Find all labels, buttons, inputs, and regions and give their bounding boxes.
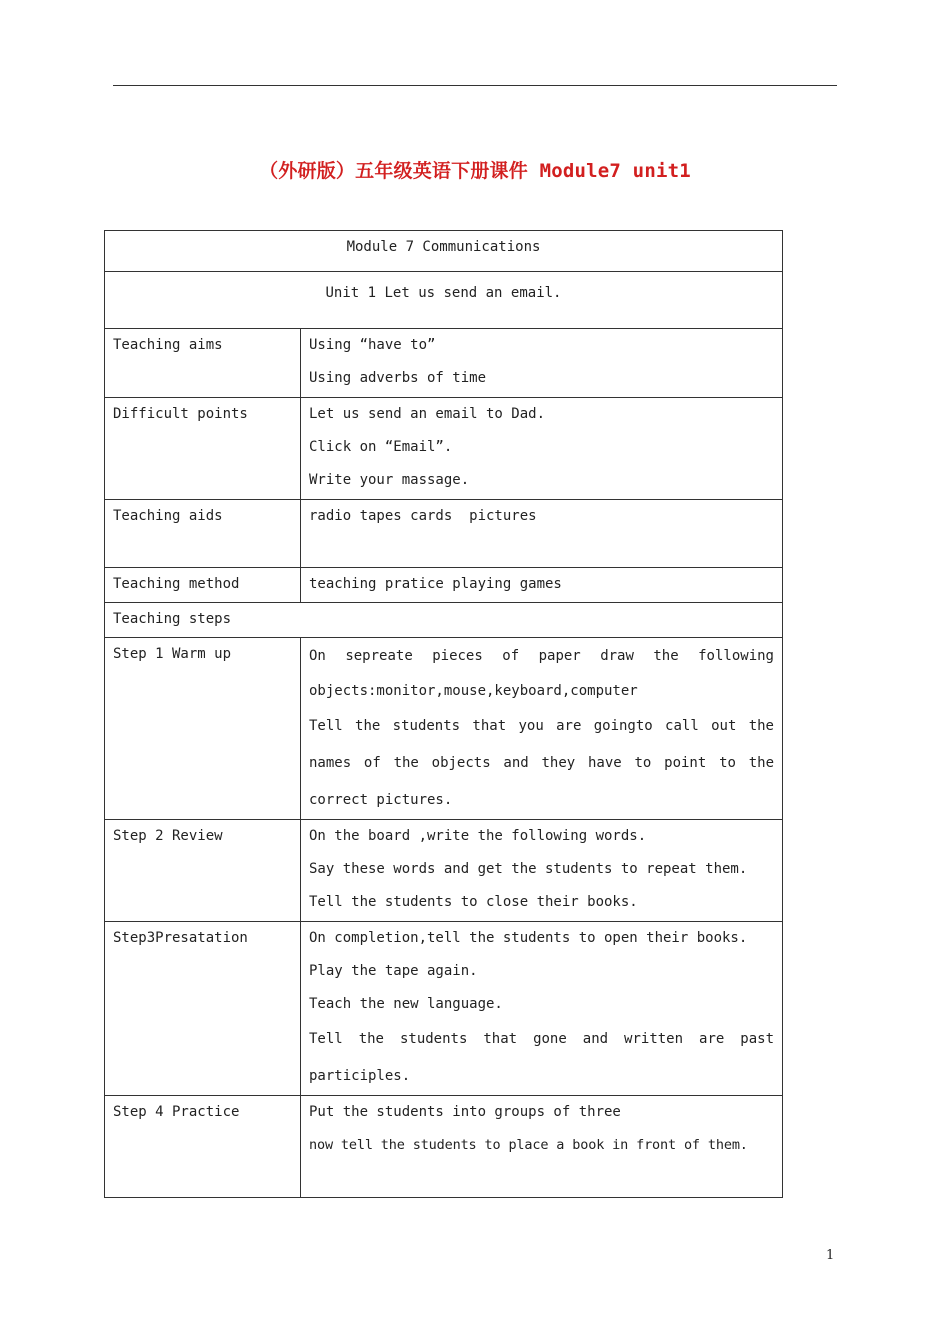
row-label: Difficult points xyxy=(105,398,301,500)
content-line: objects:monitor,mouse,keyboard,computer xyxy=(309,683,638,699)
row-content xyxy=(301,500,783,568)
content-line: now tell the students to place a book in front of them. xyxy=(309,1137,748,1153)
table-row xyxy=(105,922,783,1096)
row-label: Teaching aids xyxy=(105,500,301,568)
content-line: Tell the students to close their books. xyxy=(309,894,638,910)
content-line: On completion,tell the students to open their books. xyxy=(309,930,748,946)
content-line: teaching pratice playing games xyxy=(309,576,562,592)
content-line: Tell the students that you are goingto call out the xyxy=(309,718,774,734)
content-line: Click on “Email”. xyxy=(309,439,453,455)
step-content xyxy=(301,922,783,1096)
step-label: Step 1 Warm up xyxy=(105,638,301,820)
content-line: Put the students into groups of three xyxy=(309,1104,621,1120)
table-row xyxy=(105,398,783,500)
table-row xyxy=(105,500,783,568)
step-label: Step 2 Review xyxy=(105,820,301,922)
document-title: （外研版）五年级英语下册课件 Module7 unit1 xyxy=(259,160,691,182)
steps-heading: Teaching steps xyxy=(105,603,783,638)
row-content xyxy=(301,398,783,500)
row-content xyxy=(301,329,783,398)
step-content xyxy=(301,1096,783,1198)
table-row xyxy=(105,568,783,603)
content-line: Say these words and get the students to repeat them. xyxy=(309,861,748,877)
step-content xyxy=(301,638,783,820)
step-label: Step 4 Practice xyxy=(105,1096,301,1198)
content-line: On the board ,write the following words. xyxy=(309,828,647,844)
row-content xyxy=(301,568,783,603)
content-line: On sepreate pieces of paper draw the following xyxy=(309,648,774,664)
table-row xyxy=(105,638,783,820)
content-line: Play the tape again. xyxy=(309,963,478,979)
table-row xyxy=(105,329,783,398)
step-label: Step3Presatation xyxy=(105,922,301,1096)
row-label: Teaching aims xyxy=(105,329,301,398)
content-line: Using “have to” xyxy=(309,337,436,353)
content-line: correct pictures. xyxy=(309,792,453,808)
content-line: names of the objects and they have to point to the xyxy=(309,755,774,771)
row-label: Teaching method xyxy=(105,568,301,603)
page-number: 1 xyxy=(826,1248,835,1263)
lesson-plan-table xyxy=(104,230,783,1198)
steps-heading-row xyxy=(105,603,783,638)
step-content xyxy=(301,820,783,922)
table-row xyxy=(105,820,783,922)
content-line: participles. xyxy=(309,1068,411,1084)
content-line: Let us send an email to Dad. xyxy=(309,406,546,422)
unit-title: Unit 1 Let us send an email. xyxy=(105,272,783,329)
content-line: Write your massage. xyxy=(309,472,470,488)
module-row xyxy=(105,231,783,272)
content-line: radio tapes cards pictures xyxy=(309,508,537,524)
content-line: Tell the students that gone and written are past xyxy=(309,1031,774,1047)
module-title: Module 7 Communications xyxy=(105,231,783,272)
header-rule xyxy=(113,85,837,86)
content-line: Using adverbs of time xyxy=(309,370,487,386)
unit-row xyxy=(105,272,783,329)
table-row xyxy=(105,1096,783,1198)
content-line: Teach the new language. xyxy=(309,996,503,1012)
